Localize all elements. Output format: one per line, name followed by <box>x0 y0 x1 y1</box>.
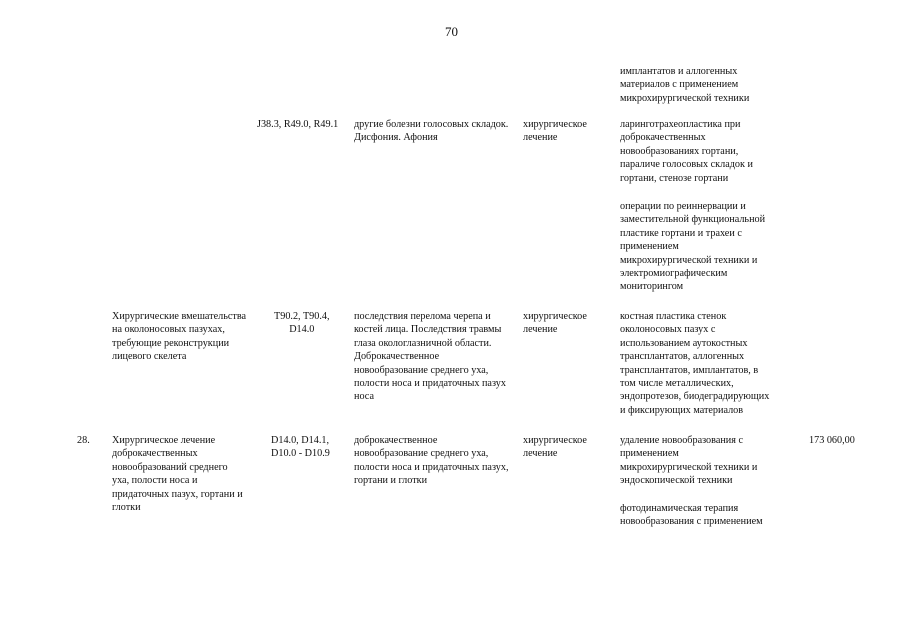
intervention-name: Хирургическое лечение доброкачественных новообразований среднего уха, полости носа и придаточных пазух, гортани и глотки <box>112 435 243 514</box>
method-text: фотодинамическая терапия новообразования с применением <box>620 503 763 528</box>
method-text: имплантатов и аллогенных материалов с применением микрохирургической техники <box>620 66 750 104</box>
row-number: 28. <box>77 435 90 446</box>
method-text: ларинготрахеопластика при доброкачественных новообразованиях гортани, параличе голосовых складок и гортани, стенозе гортани <box>620 119 753 184</box>
method-text: костная пластика стенок околоносовых пазух с использованием аутокостных трансплантатов, аллогенных трансплантатов, имплантатов, в том числе металлических, эндопротезов, биодеградирующих и фиксирующих материалов <box>620 311 770 416</box>
page-number: 70 <box>445 24 458 39</box>
diagnosis-codes: J38.3, R49.0, R49.1 <box>257 119 339 130</box>
treatment-type: хирургическое лечение <box>523 119 587 144</box>
intervention-name: Хирургические вмешательства на околоносовых пазухах, требующие реконструкции лицевого скелета <box>112 311 247 363</box>
treatment-type: хирургическое лечение <box>523 435 587 460</box>
diagnosis-text: другие болезни голосовых складок. Дисфония. Афония <box>354 119 509 144</box>
cost-value: 173 060,00 <box>809 435 855 446</box>
diagnosis-codes: T90.2, T90.4, D14.0 <box>274 311 330 336</box>
diagnosis-codes: D14.0, D14.1, D10.0 - D10.9 <box>271 435 330 460</box>
method-text: удаление новообразования с применением микрохирургической техники и эндоскопической техники <box>620 435 758 487</box>
method-text: операции по реиннервации и заместительной функциональной пластике гортани и трахеи с применением микрохирургической техники и электромиографическим мониторингом <box>620 201 766 293</box>
diagnosis-text: доброкачественное новообразование среднего уха, полости носа и придаточных пазух, гортани и глотки <box>354 435 509 487</box>
treatment-type: хирургическое лечение <box>523 311 587 336</box>
diagnosis-text: последствия перелома черепа и костей лица. Последствия травмы глаза окологлазничной области. Доброкачественное новообразование среднего уха, полости носа и придаточных пазух носа <box>354 311 506 403</box>
